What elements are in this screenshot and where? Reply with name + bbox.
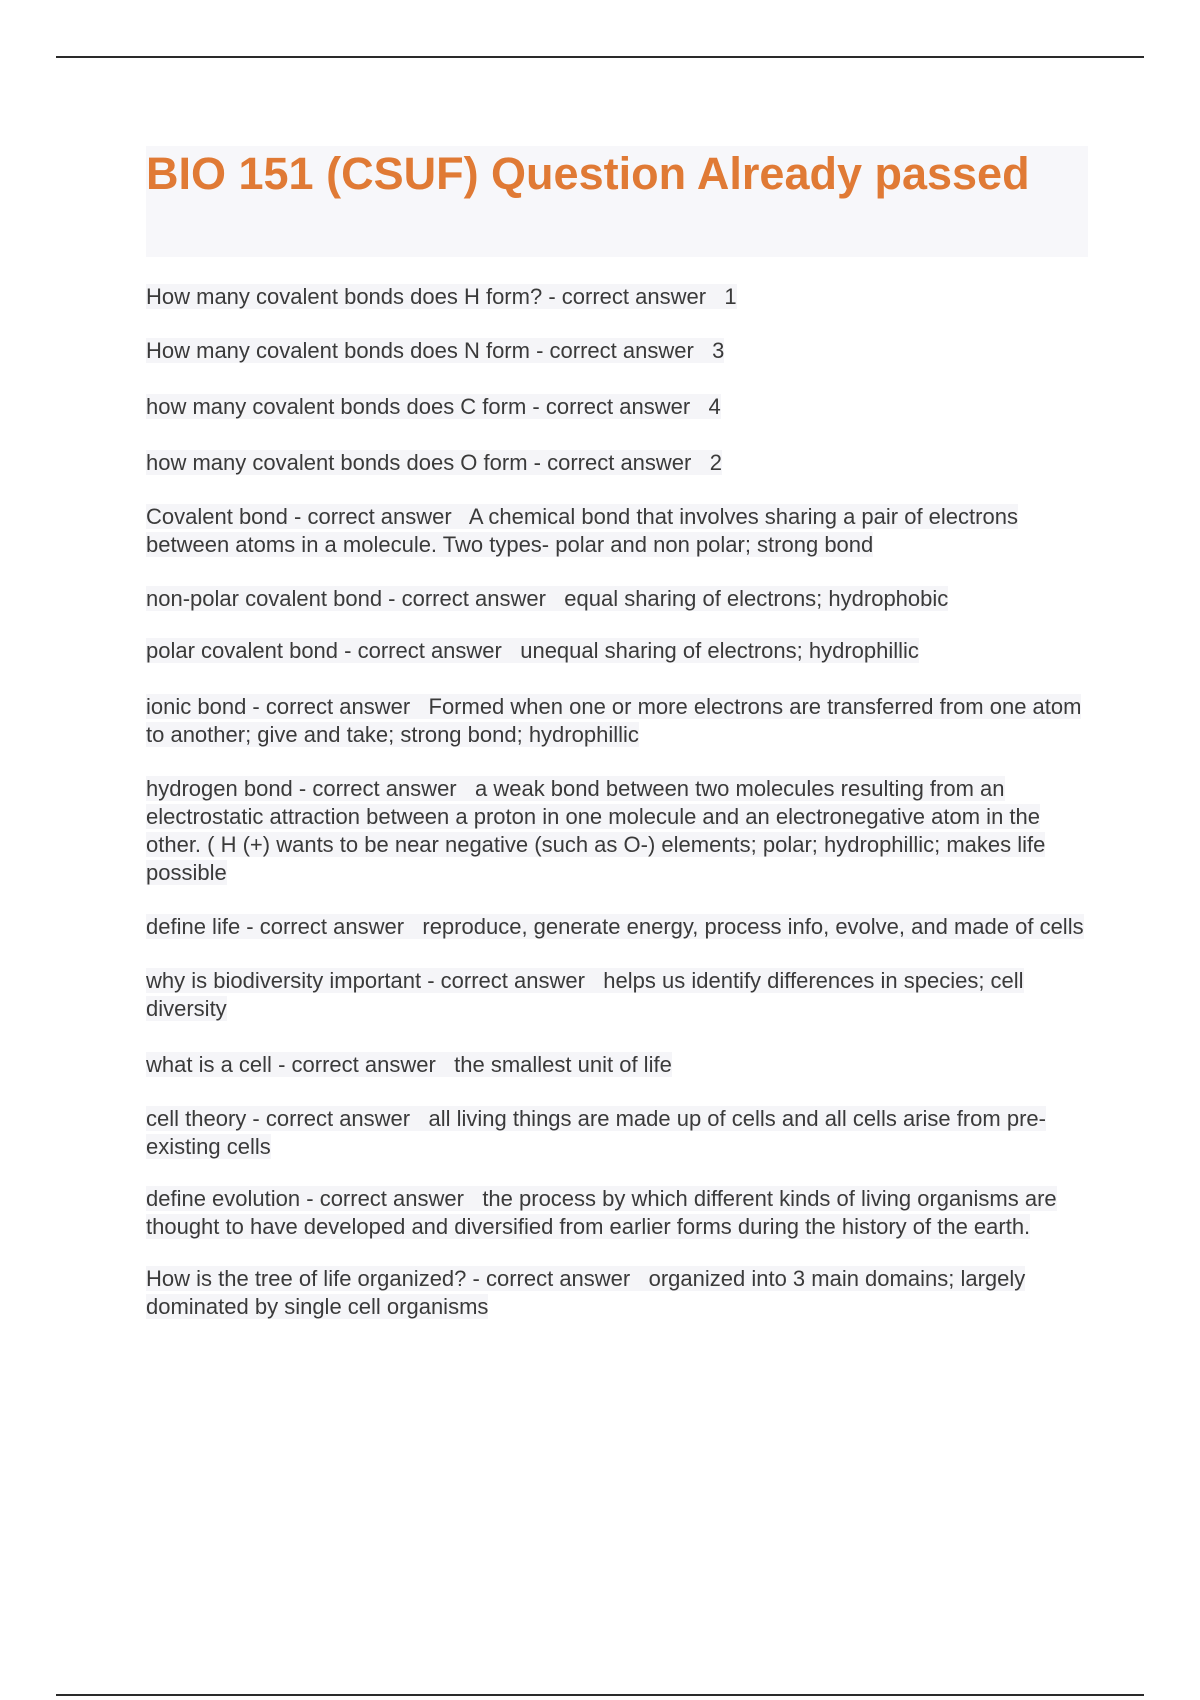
qa-item-text [146, 394, 721, 419]
qa-separator: - [292, 776, 313, 801]
qa-item [146, 337, 1096, 365]
qa-question: Covalent bond [146, 504, 288, 529]
qa-item [146, 503, 1096, 559]
qa-answer: the process by which different kinds of living organisms are thought to have developed and diversified from earlier forms during the history of the earth. [146, 1186, 1057, 1239]
qa-item-text [146, 284, 737, 309]
qa-answer: helps us identify differences in species; cell diversity [146, 968, 1024, 1021]
qa-separator: - [382, 586, 402, 611]
qa-item-text [146, 638, 919, 663]
qa-answer: 3 [712, 338, 725, 363]
qa-gap [404, 914, 422, 939]
qa-answer: all living things are made up of cells and all cells arise from pre-existing cells [146, 1106, 1046, 1159]
qa-separator: - [287, 504, 308, 529]
qa-separator: - [466, 1266, 486, 1291]
qa-question: polar covalent bond [146, 638, 339, 663]
qa-answer: 2 [709, 450, 722, 475]
qa-gap [452, 504, 469, 529]
qa-item-text [146, 968, 1024, 1021]
qa-item-text [146, 338, 724, 363]
qa-question: hydrogen bond [146, 776, 293, 801]
qa-item [146, 283, 1096, 311]
qa-list [146, 283, 1096, 1321]
qa-gap [690, 394, 708, 419]
qa-separator: - [338, 638, 358, 663]
qa-answer: equal sharing of electrons; hydrophobic [564, 586, 949, 611]
qa-item [146, 1105, 1096, 1161]
qa-answer-marker: correct answer [265, 694, 411, 719]
qa-separator: - [527, 450, 548, 475]
qa-answer-marker: correct answer [259, 914, 405, 939]
qa-answer-marker: correct answer [265, 1106, 411, 1131]
qa-gap [691, 450, 709, 475]
qa-gap [585, 968, 603, 993]
qa-separator: - [246, 1106, 266, 1131]
qa-question: non-polar covalent bond [146, 586, 383, 611]
top-rule [56, 56, 1144, 58]
qa-answer-marker: correct answer [440, 968, 585, 993]
qa-question: How many covalent bonds does N form [146, 338, 530, 363]
qa-item [146, 1265, 1096, 1321]
qa-gap [436, 1052, 454, 1077]
qa-separator: - [542, 284, 562, 309]
qa-answer: unequal sharing of electrons; hydrophillic [520, 638, 919, 663]
qa-gap [502, 638, 520, 663]
page-title: BIO 151 (CSUF) Question Already passed [146, 148, 1030, 199]
qa-answer-marker: correct answer [357, 638, 502, 663]
bottom-rule [56, 1694, 1144, 1696]
qa-answer-marker: correct answer [291, 1052, 436, 1077]
qa-item-text [146, 1266, 1025, 1319]
qa-item [146, 693, 1096, 749]
qa-answer-marker: correct answer [545, 394, 691, 419]
qa-answer: A chemical bond that involves sharing a pair of electrons between atoms in a molecule. Two types- polar and non polar; strong bond [146, 504, 1018, 557]
qa-item [146, 913, 1096, 941]
title-block [146, 146, 1088, 257]
qa-separator: - [300, 1186, 320, 1211]
qa-question: define life [146, 914, 241, 939]
qa-item-text [146, 694, 1081, 747]
qa-item-text [146, 586, 948, 611]
qa-item [146, 637, 1096, 665]
qa-item [146, 967, 1096, 1023]
qa-gap [630, 1266, 648, 1291]
qa-gap [546, 586, 564, 611]
qa-answer-marker: correct answer [549, 338, 694, 363]
qa-answer: the smallest unit of life [454, 1052, 672, 1077]
qa-item [146, 775, 1096, 887]
qa-question: How many covalent bonds does H form? [146, 284, 543, 309]
qa-item-text [146, 1106, 1046, 1159]
qa-item [146, 1185, 1096, 1241]
qa-separator: - [526, 394, 546, 419]
qa-question: define evolution [146, 1186, 301, 1211]
qa-gap [410, 1106, 428, 1131]
qa-separator: - [246, 694, 266, 719]
qa-answer-marker: correct answer [547, 450, 692, 475]
qa-answer-marker: correct answer [312, 776, 457, 801]
qa-question: what is a cell [146, 1052, 272, 1077]
qa-question: how many covalent bonds does C form [146, 394, 527, 419]
qa-item [146, 393, 1096, 421]
qa-answer: a weak bond between two molecules resulting from an electrostatic attraction between a proton in one molecule and an electronegative atom in the other. ( H (+) wants to be near negative (such as O-) elements; polar; hydrophillic; makes life possible [146, 776, 1046, 885]
qa-answer: Formed when one or more electrons are transferred from one atom to another; give and take; strong bond; hydrophillic [146, 694, 1082, 747]
qa-answer-marker: correct answer [401, 586, 546, 611]
qa-gap [464, 1186, 482, 1211]
qa-answer-marker: correct answer [485, 1266, 631, 1291]
qa-separator: - [529, 338, 550, 363]
qa-answer: organized into 3 main domains; largely dominated by single cell organisms [146, 1266, 1026, 1319]
qa-answer: 4 [708, 394, 721, 419]
qa-answer: 1 [724, 284, 737, 309]
qa-item-text [146, 776, 1045, 885]
qa-gap [410, 694, 428, 719]
qa-separator: - [271, 1052, 292, 1077]
qa-separator: - [421, 968, 441, 993]
qa-separator: - [240, 914, 260, 939]
qa-item-text [146, 1052, 672, 1077]
qa-item [146, 1051, 1096, 1079]
qa-item [146, 585, 1096, 613]
qa-gap [706, 284, 724, 309]
qa-question: how many covalent bonds does O form [146, 450, 528, 475]
qa-question: cell theory [146, 1106, 247, 1131]
qa-answer-marker: correct answer [319, 1186, 464, 1211]
qa-item [146, 449, 1096, 477]
qa-item-text [146, 450, 722, 475]
qa-question: why is biodiversity important [146, 968, 422, 993]
qa-answer: reproduce, generate energy, process info, evolve, and made of cells [422, 914, 1084, 939]
qa-item-text [146, 1186, 1057, 1239]
qa-gap [694, 338, 712, 363]
qa-question: ionic bond [146, 694, 247, 719]
qa-gap [457, 776, 475, 801]
qa-question: How is the tree of life organized? [146, 1266, 467, 1291]
qa-answer-marker: correct answer [307, 504, 452, 529]
qa-item-text [146, 504, 1018, 557]
qa-item-text [146, 914, 1084, 939]
qa-answer-marker: correct answer [561, 284, 707, 309]
